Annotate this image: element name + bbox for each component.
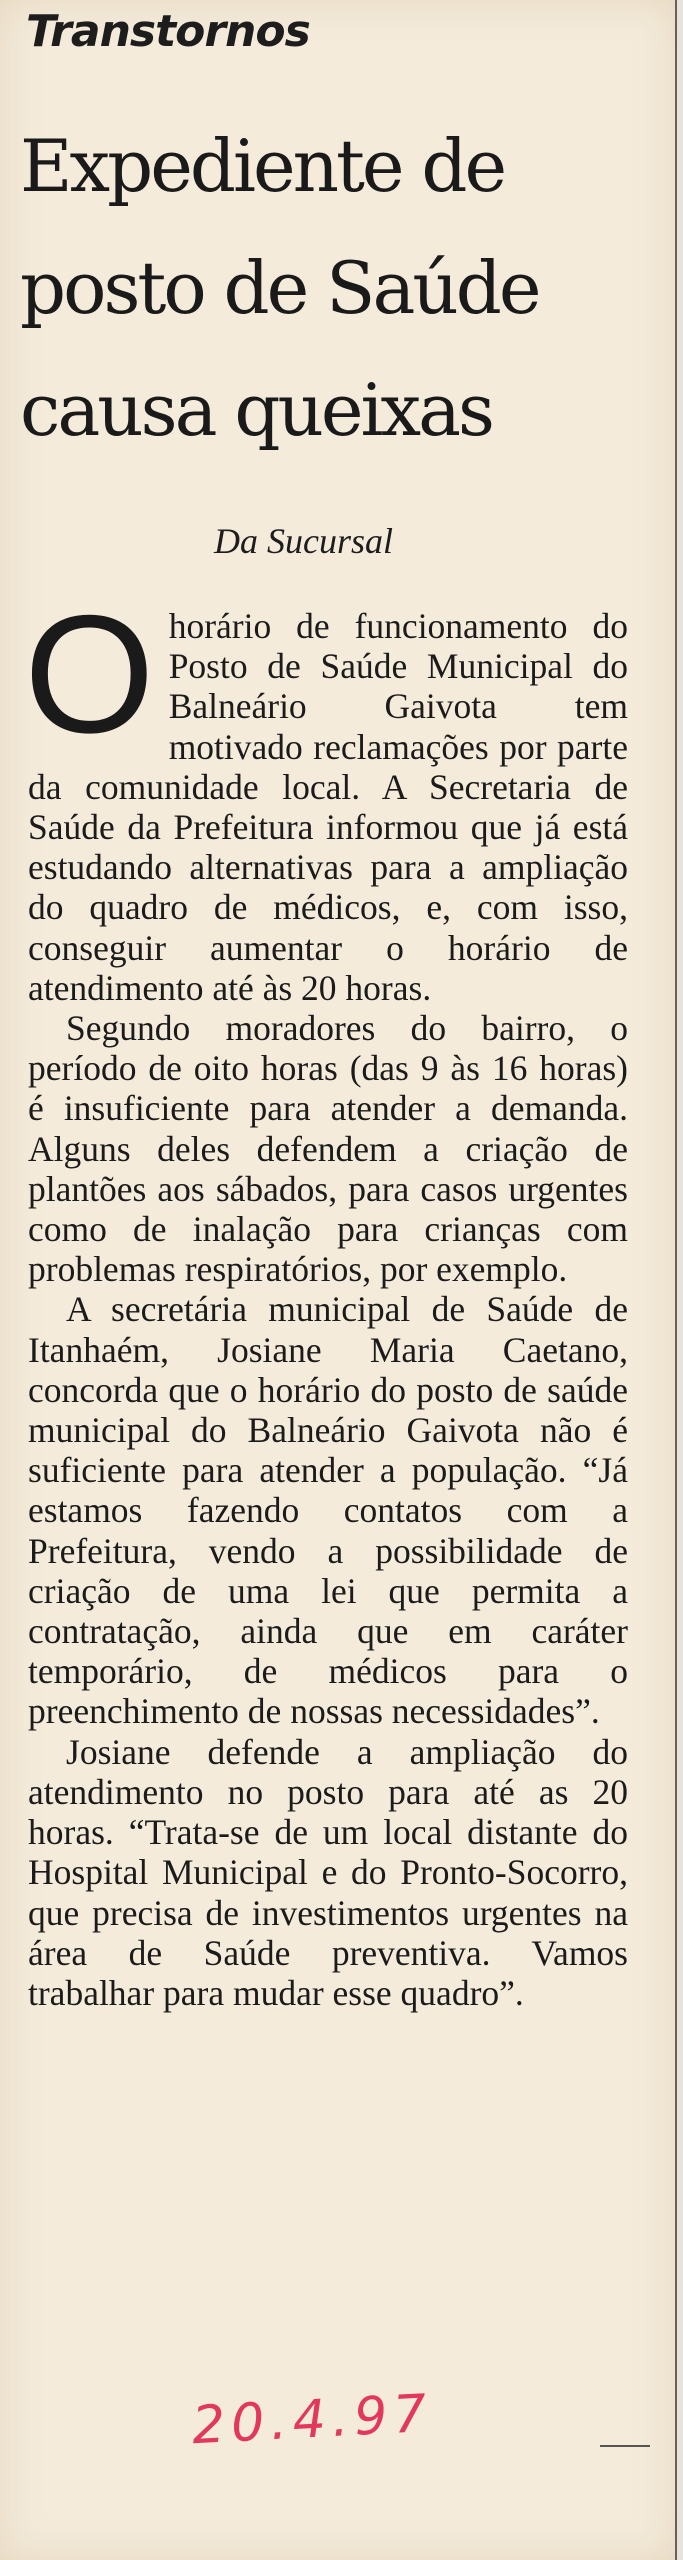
- paragraph-4: Josiane defende a ampliação do atendimento no posto para até as 20 horas. “Trata-se de um local distante do Hospital Municipal e do Pronto-Socorro, que precisa de investimentos urgentes na área de Saúde preventiva. Vamos trabalhar para mudar esse quadro”.: [28, 1731, 628, 2013]
- paragraph-1-text: horário de funcionamento do Posto de Saúde Municipal do Balneário Gaivota tem motivado reclamações por parte da comunidade local. A Secretaria de Saúde da Prefeitura informou que já está estudando alternativas para a ampliação do quadro de médicos, e, com isso, conseguir aumentar o horário de atendimento até às 20 horas.: [28, 606, 628, 1008]
- handwritten-date: 20.4.97: [190, 2383, 434, 2457]
- article-body: [24, 580, 628, 2013]
- pen-mark: [600, 2445, 650, 2447]
- paragraph-3: A secretária municipal de Saúde de Itanhaém, Josiane Maria Caetano, concorda que o horário do posto de saúde municipal do Balneário Gaivota não é suficiente para atender a população. “Já estamos fazendo contatos com a Prefeitura, vendo a possibilidade de criação de uma lei que permita a contratação, ainda que em caráter temporário, de médicos para o preenchimento de nossas necessidades”.: [28, 1289, 628, 1732]
- clipping-edge: [675, 0, 677, 2560]
- drop-cap: O: [24, 580, 155, 768]
- section-label: Transtornos: [26, 6, 310, 57]
- paragraph-2: Segundo moradores do bairro, o período de oito horas (das 9 às 16 horas) é insuficiente para atender a demanda. Alguns deles defendem a criação de plantões aos sábados, para casos urgentes como de inalação para crianças com problemas respiratórios, por exemplo.: [28, 1008, 628, 1290]
- headline: Expediente de posto de Saúde causa queixas: [20, 124, 539, 452]
- byline: Da Sucursal: [214, 521, 393, 561]
- paragraph-1: [24, 580, 628, 1008]
